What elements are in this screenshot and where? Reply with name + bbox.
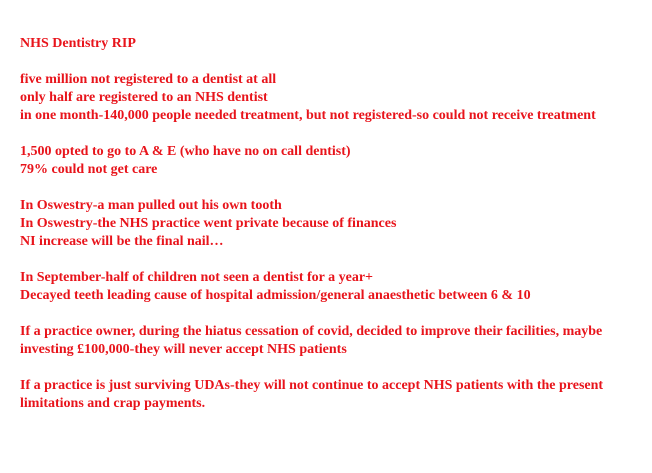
- text-line: 1,500 opted to go to A & E (who have no on call dentist): [20, 144, 351, 159]
- text-line: If a practice owner, during the hiatus cessation of covid, decided to improve their facilities, maybe investing £100,000-they will never accept NHS patients: [20, 324, 603, 357]
- text-line: in one month-140,000 people needed treatment, but not registered-so could not receive treatment: [20, 108, 596, 123]
- paragraph-practice-investment: [20, 323, 640, 359]
- text-line: In Oswestry-a man pulled out his own tooth: [20, 198, 282, 213]
- text-line: In Oswestry-the NHS practice went private because of finances: [20, 216, 397, 231]
- paragraph-a-and-e: [20, 143, 640, 179]
- text-line: Decayed teeth leading cause of hospital admission/general anaesthetic between 6 & 10: [20, 288, 531, 303]
- text-line: five million not registered to a dentist at all: [20, 72, 277, 87]
- paragraph-udas: [20, 377, 640, 413]
- text-line: 79% could not get care: [20, 162, 158, 177]
- document-body: [20, 35, 640, 431]
- paragraph-oswestry: [20, 197, 640, 251]
- text-line: only half are registered to an NHS dentist: [20, 90, 268, 105]
- text-line: NI increase will be the final nail…: [20, 234, 224, 249]
- paragraph-registration: [20, 71, 640, 125]
- text-line: If a practice is just surviving UDAs-they will not continue to accept NHS patients with the present limitations and crap payments.: [20, 378, 604, 411]
- paragraph-children: [20, 269, 640, 305]
- document-title: NHS Dentistry RIP: [20, 36, 136, 51]
- text-line: In September-half of children not seen a dentist for a year+: [20, 270, 374, 285]
